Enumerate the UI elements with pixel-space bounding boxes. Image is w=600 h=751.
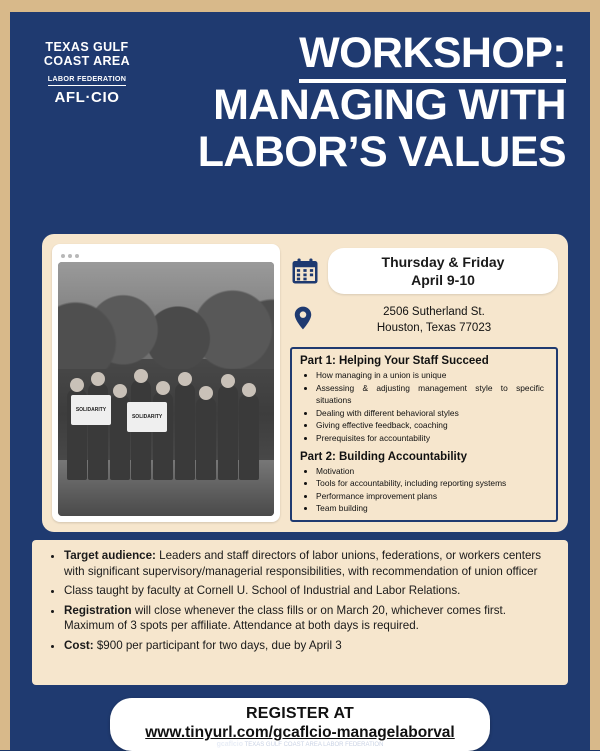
logo-line-3: LABOR FEDERATION <box>48 74 127 86</box>
list-item <box>64 583 552 599</box>
note-lead: Target audience: <box>64 549 156 562</box>
frame-dot <box>61 254 65 258</box>
list-item: • Assessing & adjusting management style to specific situations <box>316 382 548 407</box>
top-accent-bar <box>0 0 600 12</box>
date-pill <box>328 248 558 294</box>
event-details <box>280 244 558 522</box>
note-text: Leaders and staff directors of labor unions, federations, or workers centers with significant supervisory/managerial responsibilities, with recommendation of union officer <box>64 549 542 578</box>
left-accent-edge <box>0 0 10 750</box>
footer-logo-main: gcaflcio <box>216 741 244 748</box>
list-item <box>64 548 552 579</box>
notes-panel <box>32 540 568 685</box>
group-photo <box>58 262 274 516</box>
logo-line-1: TEXAS GULF <box>45 40 129 54</box>
footer-logo <box>10 741 590 748</box>
address <box>324 305 558 335</box>
logo-line-4: AFL·CIO <box>54 89 120 106</box>
date-line-1: Thursday & Friday <box>381 254 505 270</box>
logo-line-2: COAST AREA <box>43 54 131 68</box>
list-item: • How managing in a union is unique <box>316 369 548 382</box>
crowd-person <box>239 394 259 481</box>
details-card <box>42 234 568 532</box>
right-accent-edge <box>590 0 600 750</box>
title-line-1-text: WORKSHOP: <box>299 29 566 83</box>
date-row <box>290 248 558 294</box>
crowd-person <box>196 397 216 481</box>
frame-dot <box>75 254 79 258</box>
note-text: Class taught by faculty at Cornell U. School of Industrial and Labor Relations. <box>64 584 461 598</box>
register-url[interactable]: www.tinyurl.com/gcaflcio-managelaborval <box>145 724 455 741</box>
flyer-body <box>10 12 590 750</box>
frame-dot <box>68 254 72 258</box>
notes-list <box>64 548 552 653</box>
crowd-person <box>218 385 238 481</box>
photo-frame-dots <box>58 250 274 262</box>
list-item: • Prerequisites for accountability <box>316 432 548 445</box>
location-row <box>290 303 558 338</box>
list-item <box>64 638 552 654</box>
calendar-icon <box>290 256 320 286</box>
note-text: will close whenever the class fills or on March 20, whichever comes first. Maximum of 3 spots per affiliate. Attendance at both days is required. <box>64 603 506 633</box>
title-line-2: MANAGING WITH <box>213 81 566 129</box>
photo-sign: SOLIDARITY <box>71 395 111 425</box>
list-item: • Dealing with different behavioral styles <box>316 407 548 420</box>
part-1-list <box>316 369 548 445</box>
crowd-person <box>175 383 195 480</box>
title-block <box>146 28 572 175</box>
list-item: • Team building <box>316 502 548 515</box>
photo-frame <box>52 244 280 522</box>
note-lead: Registration <box>64 603 132 617</box>
map-pin-icon <box>290 303 316 338</box>
list-item <box>64 603 552 634</box>
part-2-list <box>316 465 548 515</box>
list-item: • Motivation <box>316 465 548 478</box>
address-line-1: 2506 Sutherland St. <box>383 306 485 319</box>
title-line-1 <box>152 29 572 77</box>
organization-logo <box>28 28 146 106</box>
footer-logo-sub: TEXAS GULF COAST AREA LABOR FEDERATION <box>244 742 384 748</box>
note-text: $900 per participant for two days, due by April 3 <box>93 638 342 652</box>
part-2-title: Part 2: Building Accountability <box>300 450 467 463</box>
list-item: • Tools for accountability, including reporting systems <box>316 477 548 490</box>
photo-sign: SOLIDARITY <box>127 402 167 432</box>
address-line-2: Houston, Texas 77023 <box>376 321 492 334</box>
register-heading: REGISTER AT <box>246 705 354 722</box>
part-1-title: Part 1: Helping Your Staff Succeed <box>300 355 489 367</box>
list-item: • Giving effective feedback, coaching <box>316 419 548 432</box>
title-line-3: LABOR’S VALUES <box>197 127 566 176</box>
date-line-2: April 9-10 <box>411 272 475 288</box>
curriculum-outline <box>290 347 558 522</box>
header <box>10 12 590 175</box>
note-lead: Cost: <box>64 638 94 652</box>
list-item: • Performance improvement plans <box>316 490 548 503</box>
